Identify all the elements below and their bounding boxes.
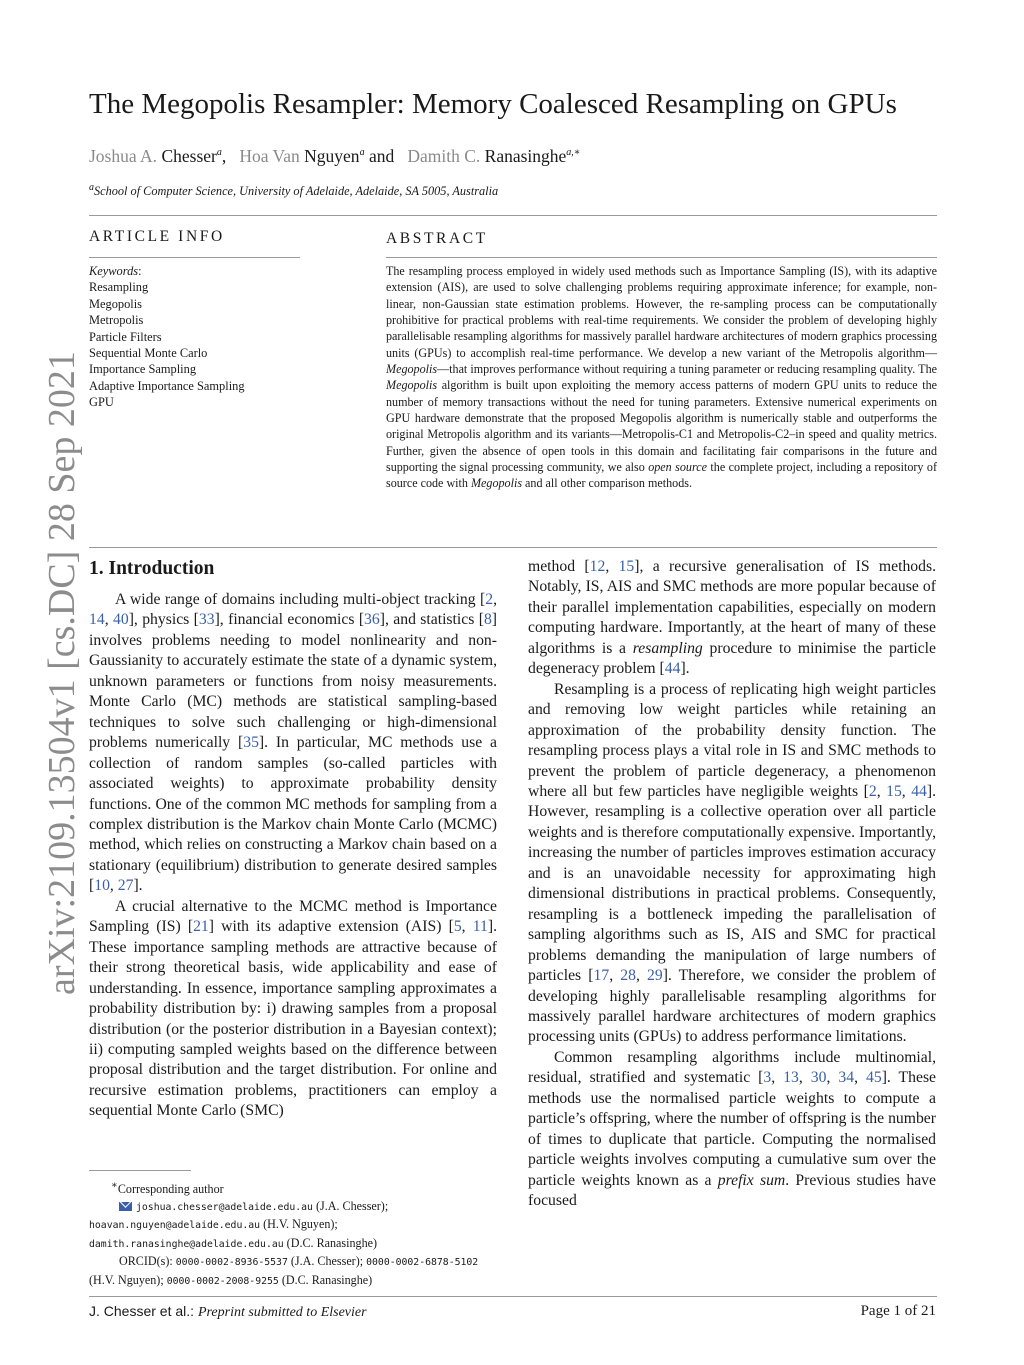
affiliation-text: School of Computer Science, University of Adelaide, Adelaide, SA 5005, Australia	[94, 184, 499, 199]
envelope-icon	[119, 1202, 132, 1211]
footnote-label: Corresponding author	[117, 1182, 224, 1197]
citation-link[interactable]: 36	[364, 611, 380, 629]
footer-venue: Preprint submitted to Elsevier	[197, 1305, 367, 1320]
abstract-segment: The resampling process employed in widely used methods such as Importance Sampling (IS), with its adaptive extension (AIS), are used to solve challenging problems requiring approximate inference; for example, non-linear, non-Gaussian state estimation problems. However, the re-sampling process can be computationally prohibitive for practical problems with real-time requirements. We consider the problem of developing highly parallelisable resampling algorithms for massively parallel hardware architectures of modern graphics processing units (GPUs) to accomplish real-time performance. We develop a new variant of the Metropolis algorithm—	[386, 264, 937, 360]
footer-separator: :	[190, 1303, 198, 1319]
paragraph: A crucial alternative to the MCMC method is Importance Sampling (IS) [21] with its adaptive extension (AIS) [5, 11]. These importance sampling methods are attractive because of their strong theoretical basis, wide applicability and ease of understanding. In essence, importance sampling approximates a probability distribution by: i) drawing samples from a proposal distribution (or the posterior distribution in a Bayesian context); ii) computing sampled weights based on the difference between proposal distribution and the target distribution. For online and recursive estimation problems, practitioners can employ a sequential Monte Carlo (SMC)	[89, 897, 497, 1120]
citation-link[interactable]: 8	[483, 611, 492, 629]
abstract-emphasis: Megopolis	[386, 378, 438, 393]
author-given-name[interactable]: Joshua A.	[89, 145, 158, 166]
orcid-label: ORCID(s):	[119, 1254, 176, 1269]
citation-link[interactable]: 15	[618, 558, 635, 575]
paper-title: The Megopolis Resampler: Memory Coalesced Resampling on GPUs	[89, 88, 897, 120]
email-link[interactable]: hoavan.nguyen@adelaide.edu.au	[89, 1220, 261, 1232]
affiliation-mark: a	[89, 182, 94, 193]
citation-link[interactable]: 2	[485, 591, 494, 608]
keyword-item: Importance Sampling	[89, 362, 197, 377]
footnote	[89, 1178, 497, 1290]
section-heading-introduction: 1. Introduction	[89, 558, 215, 579]
keywords-block: Keywords: Resampling Megopolis Metropolis Particle Filters Sequential Monte Carlo Importance Sampling Adaptive Importance Sampling GPU	[89, 263, 304, 411]
abstract-text	[386, 263, 937, 492]
citation-link[interactable]: 17	[593, 967, 610, 985]
citation-link[interactable]: 3	[763, 1069, 772, 1087]
citation-link[interactable]: 21	[193, 918, 209, 936]
footer-divider	[89, 1296, 937, 1297]
citation-link[interactable]: 33	[198, 611, 215, 629]
author-list	[89, 140, 581, 169]
abstract-emphasis: Megopolis	[386, 362, 438, 377]
abstract-segment: and all other comparison methods.	[522, 476, 692, 491]
footer-author: J. Chesser et al.	[89, 1303, 191, 1319]
abstract-segment: the complete project, including a repository of source code with	[386, 460, 937, 491]
footnote-rule	[89, 1170, 191, 1171]
keyword-item: Metropolis	[89, 313, 144, 328]
paragraph: method [12, 15], a recursive generalisation of IS methods. Notably, IS, AIS and SMC methods are more popular because of their parallel implementation capabilities, especially on modern computing hardware. Importantly, at the heart of many of these algorithms is a resampling procedure to minimise the particle degeneracy problem [44].	[528, 558, 937, 678]
citation-link[interactable]: 14	[89, 611, 105, 629]
citation-link[interactable]: 12	[589, 558, 606, 575]
citation-link[interactable]: 5	[453, 918, 462, 936]
emphasis: resampling	[632, 639, 703, 657]
page-number: Page 1 of 21	[860, 1303, 936, 1319]
left-column	[89, 590, 497, 1122]
keyword-item: Resampling	[89, 280, 149, 295]
citation-link[interactable]: 44	[911, 782, 927, 800]
author-family-name: Chesser	[161, 145, 217, 166]
right-column	[528, 557, 936, 1212]
orcid-link[interactable]: 0000-0002-6878-5102	[366, 1257, 479, 1269]
abstract-heading: ABSTRACT	[386, 230, 488, 247]
orcid-link[interactable]: 0000-0002-8936-5537	[175, 1257, 288, 1269]
keyword-item: Particle Filters	[89, 329, 162, 344]
paragraph: Resampling is a process of replicating high weight particles and removing low weight particles while retaining an approximation of the probability density function. The resampling process plays a vital role in IS and SMC methods to prevent the problem of particle degeneracy, a phenomenon where all but few particles have negligible weights [2, 15, 44]. However, resampling is a collective operation over all particle weights and is therefore computationally expensive. Importantly, increasing the number of particles improves estimation accuracy and is an unavoidable necessity for approximating high dimensional distributions in practical problems. Consequently, resampling is a bottleneck impeding the parallelisation of sampling algorithms such as IS, AIS and SMC for practical problems demanding the manipulation of large numbers of particles [17, 28, 29]. Therefore, we consider the problem of developing highly parallelisable resampling algorithms for massively parallel hardware architectures of modern graphics processing units (GPUs) to address performance limitations.	[528, 680, 937, 1046]
citation-link[interactable]: 44	[664, 660, 681, 678]
citation-link[interactable]: 35	[243, 734, 259, 752]
author-affiliation-mark: a	[359, 147, 365, 158]
citation-link[interactable]: 10	[94, 877, 110, 895]
orcid-owner: (H.V. Nguyen);	[89, 1272, 167, 1287]
author-affiliation-mark: a	[216, 147, 222, 158]
emphasis: prefix sum	[717, 1171, 786, 1189]
email-owner: (D.C. Ranasinghe)	[283, 1235, 378, 1250]
keyword-item: Sequential Monte Carlo	[89, 346, 208, 361]
orcid-owner: (J.A. Chesser);	[287, 1254, 367, 1269]
author-affiliation-mark: a,∗	[566, 147, 581, 158]
citation-link[interactable]: 30	[810, 1069, 827, 1087]
author-separator: and	[364, 145, 403, 166]
email-link[interactable]: damith.ranasinghe@adelaide.edu.au	[89, 1238, 284, 1250]
citation-link[interactable]: 29	[647, 967, 663, 985]
citation-link[interactable]: 34	[838, 1069, 855, 1087]
divider	[89, 257, 300, 258]
abstract-emphasis: open source	[648, 460, 707, 475]
citation-link[interactable]: 15	[886, 782, 902, 800]
citation-link[interactable]: 27	[117, 877, 134, 895]
citation-link[interactable]: 13	[783, 1069, 799, 1087]
divider	[89, 547, 937, 548]
orcid-link[interactable]: 0000-0002-2008-9255	[166, 1275, 279, 1287]
author-separator: ,	[221, 145, 235, 166]
abstract-segment: algorithm is built upon exploiting the memory access patterns of modern GPU units to reduce the number of memory transactions without the need for tuning parameters. Extensive numerical experiments on GPU hardware demonstrate that the proposed Megopolis algorithm is numerically stable and outperforms the original Metropolis algorithm and its variants—Metropolis-C1 and Metropolis-C2–in speed and quality metrics. Further, given the absence of open tools in this domain and facilitating fair comparisons in the future and supporting the signal processing community, we also	[386, 378, 937, 475]
author-family-name: Nguyen	[304, 145, 360, 166]
paragraph: Common resampling algorithms include multinomial, residual, stratified and systematic [3, 13, 30, 34, 45]. These methods use the normalised particle weights to compute a particle’s offspring, where the number of offspring is the number of times to duplicate that particle. Computing the normalised particle weights involves computing a cumulative sum over the particle weights known as a prefix sum. Previous studies have focused	[528, 1048, 937, 1210]
citation-link[interactable]: 45	[866, 1069, 882, 1087]
citation-link[interactable]: 11	[472, 918, 488, 936]
citation-link[interactable]: 28	[620, 967, 636, 985]
footnote-mark: ∗	[111, 1180, 118, 1191]
divider	[386, 257, 937, 258]
abstract-segment: —that improves performance without requiring a tuning parameter or reducing resampling quality. The	[437, 362, 937, 377]
abstract-emphasis: Megopolis	[470, 476, 523, 491]
email-link[interactable]: joshua.chesser@adelaide.edu.au	[136, 1201, 313, 1213]
orcid-owner: (D.C. Ranasinghe)	[278, 1272, 373, 1287]
running-footer	[89, 1303, 367, 1321]
author-given-name[interactable]: Damith C.	[407, 145, 481, 166]
keyword-item: GPU	[89, 395, 114, 410]
citation-link[interactable]: 2	[868, 782, 877, 800]
paragraph: A wide range of domains including multi-object tracking [2, 14, 40], physics [33], financial economics [36], and statistics [8] involves problems needing to model nonlinearity and non-Gaussianity to accurately estimate the state of a dynamic system, unknown parameters or functions from noisy measurements. Monte Carlo (MC) methods are statistical sampling-based techniques to solve such challenging or high-dimensional problems numerically [35]. In particular, MC methods use a collection of random samples (so-called particles with associated weights) to approximate probability density functions. One of the common MC methods for sampling from a complex distribution is the Markov chain Monte Carlo (MCMC) method, which relies on constructing a Markov chain based on a stationary (equilibrium) distribution to generate desired samples [10, 27].	[89, 591, 498, 895]
affiliation	[89, 182, 498, 199]
author-given-name[interactable]: Hoa Van	[239, 145, 300, 166]
email-owner: (J.A. Chesser);	[312, 1198, 389, 1213]
keywords-label: Keywords	[89, 264, 139, 278]
divider	[89, 215, 937, 216]
citation-link[interactable]: 40	[113, 611, 129, 629]
keyword-item: Megopolis	[89, 296, 143, 311]
article-info-heading: ARTICLE INFO	[89, 228, 225, 245]
keyword-item: Adaptive Importance Sampling	[89, 378, 245, 393]
arxiv-stamp: arXiv:2109.13504v1 [cs.DC] 28 Sep 2021	[41, 351, 83, 995]
email-owner: (H.V. Nguyen);	[260, 1217, 338, 1232]
author-family-name: Ranasinghe	[484, 145, 567, 166]
